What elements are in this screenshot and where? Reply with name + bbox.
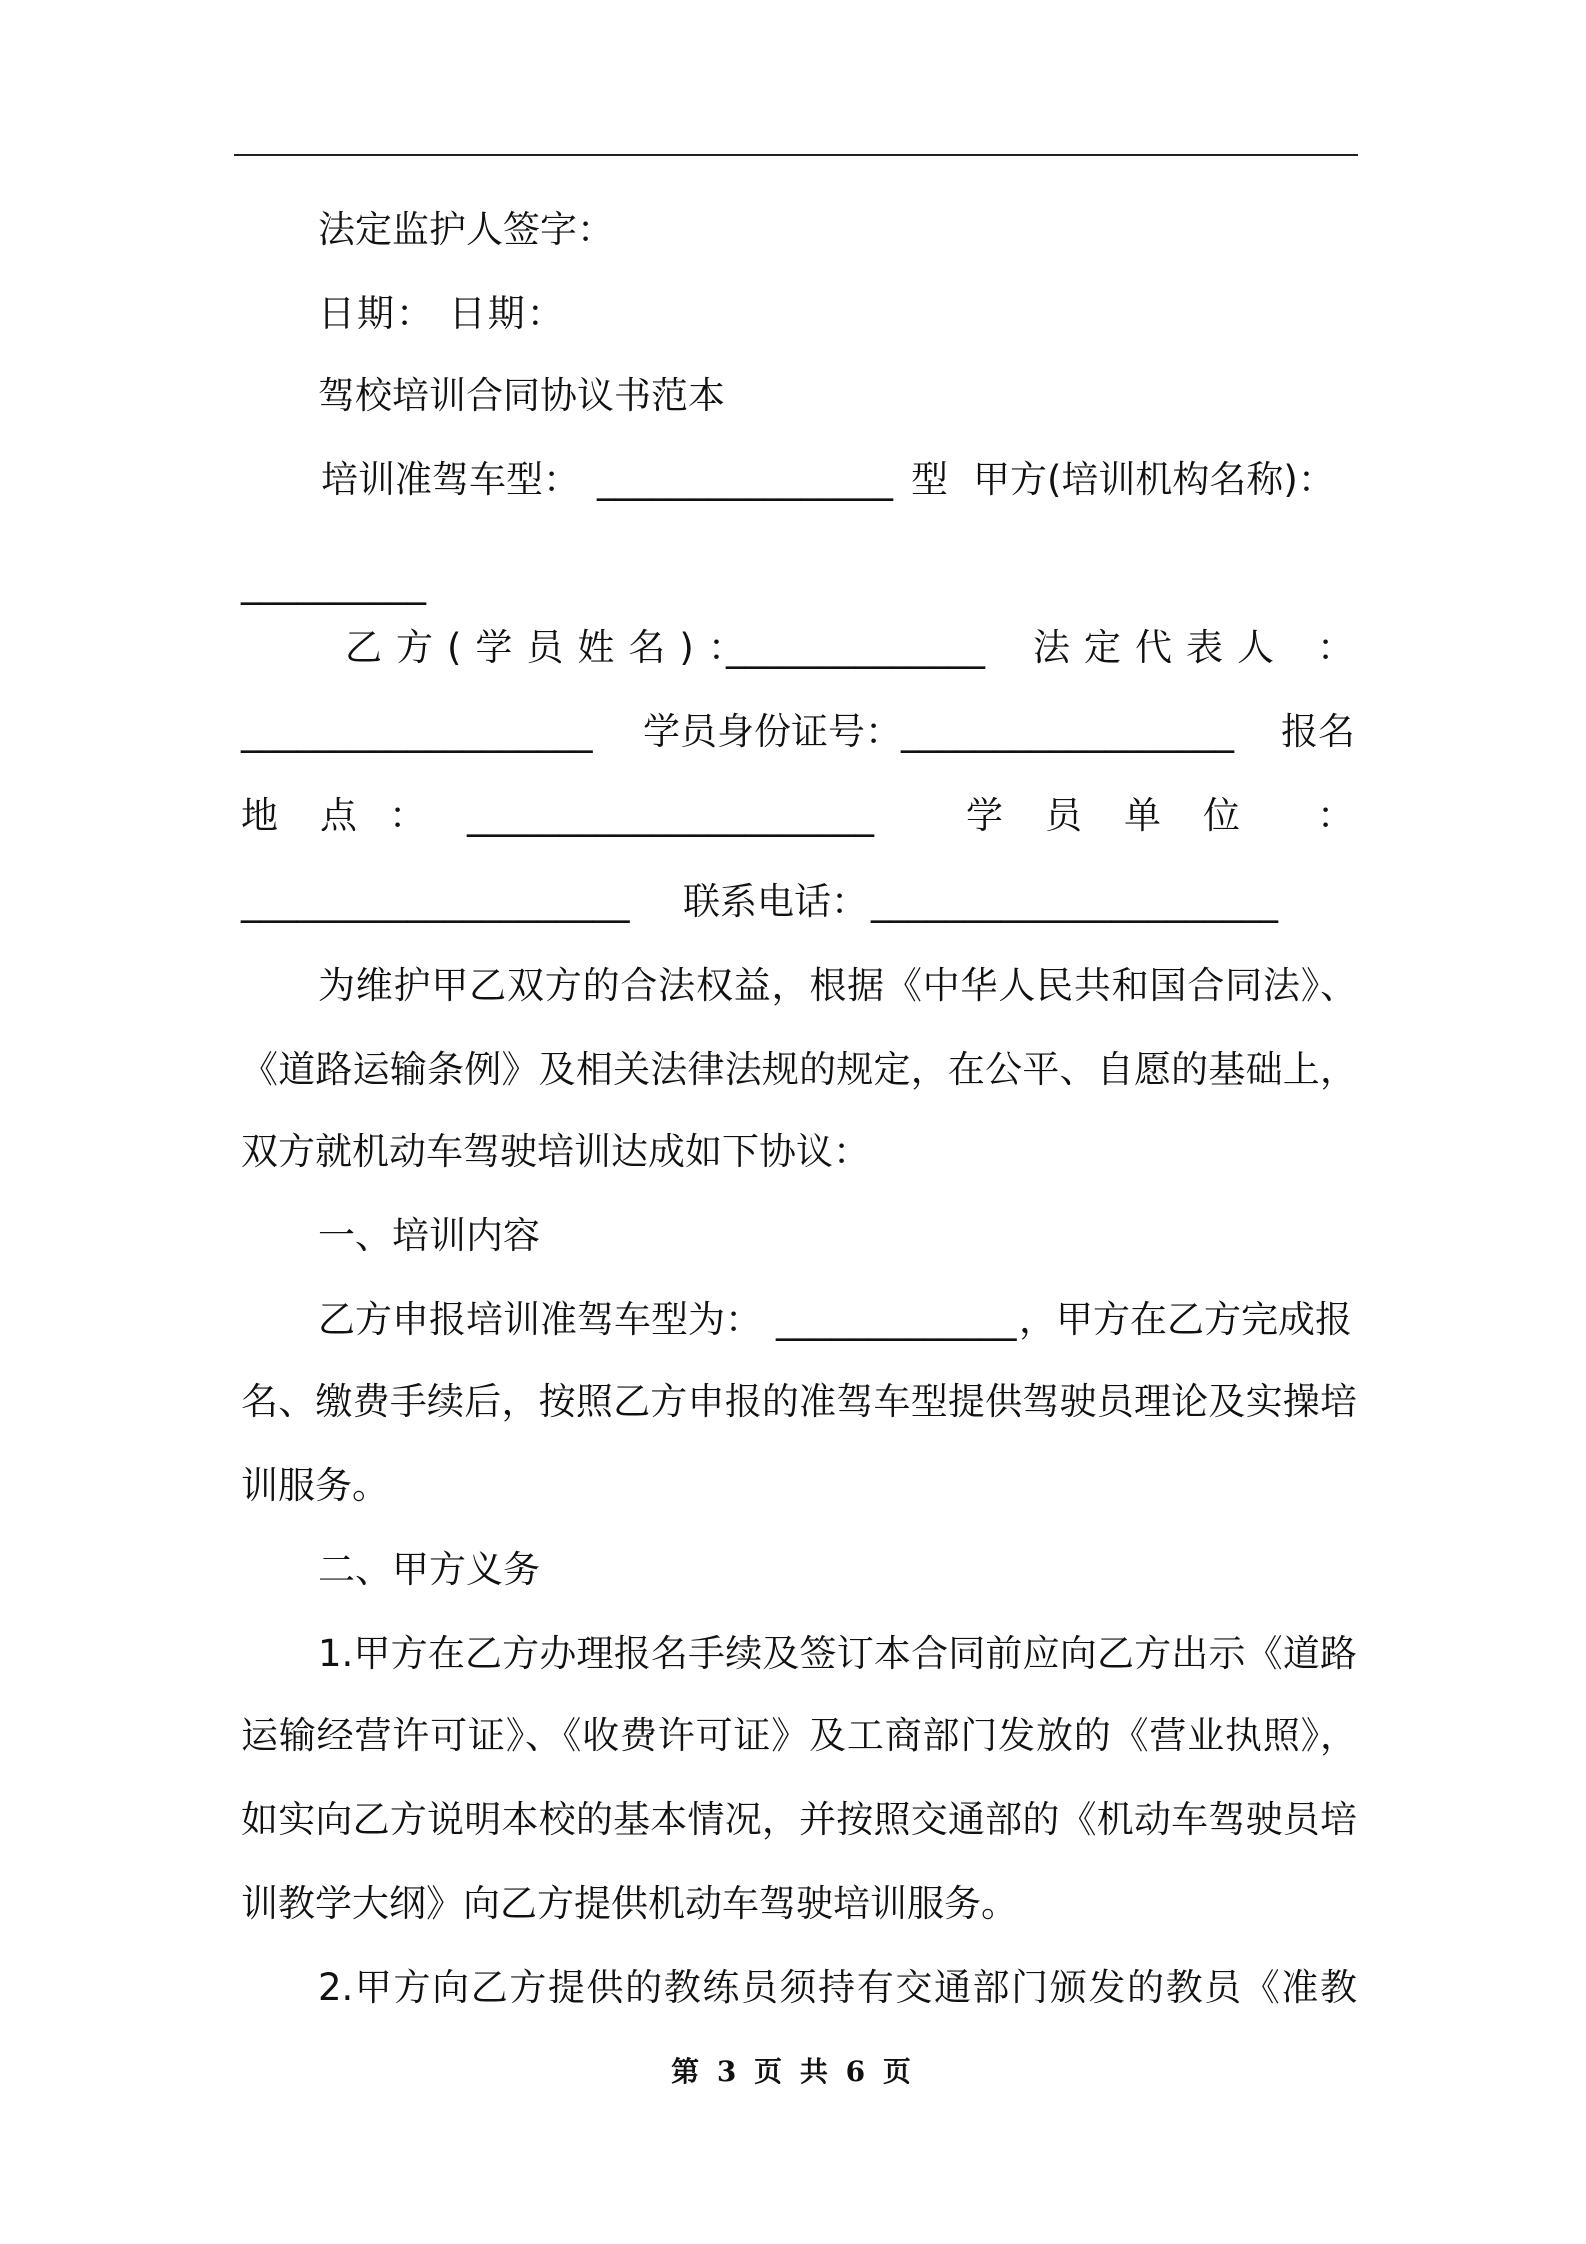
party-a-blank: __________ [241,562,426,605]
location-blank: ______________________ [467,794,874,837]
vehicle-type-row [241,456,1357,504]
party-b-label: 乙方(学员姓名)： [345,626,759,669]
party-b-blank: ______________ [726,626,985,669]
enroll-label-part1: 报名 [1281,710,1355,753]
party-b-row [241,624,1357,672]
location-unit-row [241,792,1357,840]
phone-label: 联系电话： [683,880,868,923]
location-label: 地点 [241,794,399,837]
student-unit-label: 学员单位 [966,794,1282,837]
phone-blank: ______________________ [871,880,1278,923]
location-colon: ： [389,794,426,837]
student-unit-colon: ： [1317,794,1354,837]
unit-phone-row [241,878,1357,926]
section-1-text-a: 乙方申报培训准驾车型为： [318,1298,762,1341]
intro-line-1: 为维护甲乙双方的合法权益，根据《中华人民共和国合同法》、 [318,964,1357,1007]
student-id-label: 学员身份证号： [643,710,902,753]
legal-rep-id-row [241,708,1357,756]
legal-rep-blank: ___________________ [241,710,593,753]
student-id-blank: __________________ [901,710,1234,753]
legal-rep-colon: ： [1317,626,1354,669]
header-rule [234,154,1358,156]
page-indicator: 第 3 页 共 6 页 [671,2055,915,2088]
section-2-item-1-line-3: 如实向乙方说明本校的基本情况，并按照交通部的《机动车驾驶员培 [241,1798,1357,1841]
section-2-heading: 二、甲方义务 [318,1548,540,1591]
vehicle-type-label: 培训准驾车型： [321,458,580,501]
section-2-item-2-line-1: 2.甲方向乙方提供的教练员须持有交通部门颁发的教员《准教 [318,1966,1357,2009]
section-2-item-1-line-2: 运输经营许可证》、《收费许可证》及工商部门发放的《营业执照》， [241,1714,1357,1757]
intro-line-2: 《道路运输条例》及相关法律法规的规定，在公平、自愿的基础上， [241,1048,1357,1091]
vehicle-type-blank: ________________ [597,458,893,501]
section-1-heading: 一、培训内容 [318,1214,540,1257]
section-2-item-1-line-1: 1.甲方在乙方办理报名手续及签订本合同前应向乙方出示《道路 [318,1632,1357,1675]
section-1-line-1 [241,1296,1357,1344]
intro-line-3: 双方就机动车驾驶培训达成如下协议： [241,1130,870,1173]
document-title: 驾校培训合同协议书范本 [318,374,725,417]
student-unit-blank: _____________________ [241,880,630,923]
section-1-line-3: 训服务。 [241,1464,389,1507]
section-1-vehicle-blank: _____________ [776,1298,1017,1341]
section-2-item-1-line-4: 训教学大纲》向乙方提供机动车驾驶培训服务。 [241,1882,1018,1925]
legal-rep-label: 法定代表人 [1033,626,1288,669]
section-1-text-b: ，甲方在乙方完成报 [1019,1298,1352,1341]
vehicle-type-suffix: 型 [911,458,948,501]
guardian-signature-line: 法定监护人签字： [318,208,614,251]
date-line: 日期： 日期： [318,292,566,335]
party-a-label: 甲方(培训机构名称)： [973,458,1335,501]
section-1-line-2: 名、缴费手续后，按照乙方申报的准驾车型提供驾驶员理论及实操培 [241,1380,1357,1423]
